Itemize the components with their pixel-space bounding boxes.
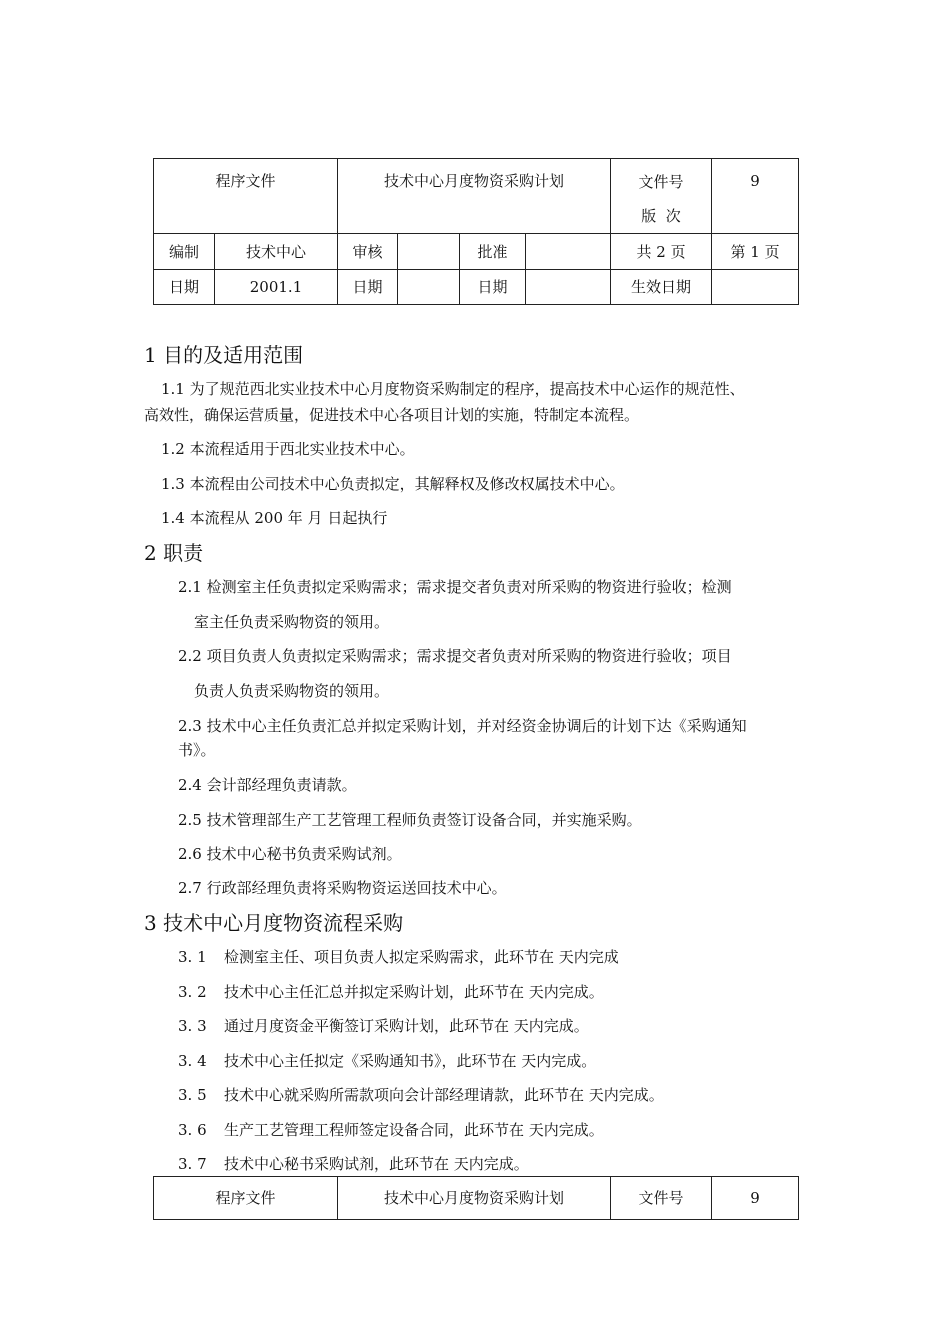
effective-date-label: 生效日期 xyxy=(611,270,712,305)
section-3-step xyxy=(178,1014,589,1038)
step-number: 3. 1 xyxy=(178,948,207,966)
date-label-3: 日期 xyxy=(460,270,526,305)
section-3-step xyxy=(178,1118,604,1142)
footer-file-no-value: 9 xyxy=(712,1177,799,1220)
footer-file-no-label: 文件号 xyxy=(611,1177,712,1220)
step-number: 3. 2 xyxy=(178,983,207,1001)
section-1-p1-line1: 1.1 为了规范西北实业技术中心月度物资采购制定的程序，提高技术中心运作的规范性、 xyxy=(161,380,745,398)
section-2-p2-line1: 2.2 项目负责人负责拟定采购需求；需求提交者负责对所采购的物资进行验收；项目 xyxy=(178,647,732,665)
date-label-2: 日期 xyxy=(338,270,398,305)
approve-label: 批准 xyxy=(460,234,526,270)
step-number: 3. 4 xyxy=(178,1052,207,1070)
section-3-step xyxy=(178,980,604,1004)
prepared-value: 技术中心 xyxy=(215,234,338,270)
step-number: 3. 5 xyxy=(178,1086,207,1104)
section-2-p1-line1: 2.1 检测室主任负责拟定采购需求；需求提交者负责对所采购的物资进行验收；检测 xyxy=(178,578,732,596)
section-1-p4: 1.4 本流程从 200 年 月 日起执行 xyxy=(161,509,388,527)
step-text: 技术中心就采购所需款项向会计部经理请款，此环节在 天内完成。 xyxy=(224,1086,664,1104)
date-value-3 xyxy=(526,270,611,305)
file-no-label-cell xyxy=(611,159,712,234)
section-3-heading: 3 技术中心月度物资流程采购 xyxy=(144,911,404,935)
step-number: 3. 7 xyxy=(178,1155,207,1173)
approve-value xyxy=(526,234,611,270)
section-3-step xyxy=(178,1049,596,1073)
section-2-heading: 2 职责 xyxy=(144,541,204,565)
footer-doc-title: 技术中心月度物资采购计划 xyxy=(338,1177,611,1220)
section-2-p6: 2.6 技术中心秘书负责采购试剂。 xyxy=(178,845,402,863)
footer-table xyxy=(153,1176,799,1220)
step-text: 技术中心主任汇总并拟定采购计划，此环节在 天内完成。 xyxy=(224,983,604,1001)
section-3-step xyxy=(178,1083,664,1107)
version-label: 版 次 xyxy=(641,207,681,225)
section-2-p3-line1: 2.3 技术中心主任负责汇总并拟定采购计划，并对经资金协调后的计划下达《采购通知 xyxy=(178,717,747,735)
section-1-p1-line2: 高效性，确保运营质量，促进技术中心各项目计划的实施，特制定本流程。 xyxy=(144,406,640,424)
section-3-step xyxy=(178,1152,529,1176)
footer-doc-type: 程序文件 xyxy=(154,1177,338,1220)
step-text: 技术中心秘书采购试剂，此环节在 天内完成。 xyxy=(224,1155,529,1173)
file-no-label: 文件号 xyxy=(638,173,684,191)
step-number: 3. 6 xyxy=(178,1121,207,1139)
file-no-value-cell: 9 xyxy=(712,159,799,234)
review-value xyxy=(398,234,460,270)
header-table xyxy=(153,158,799,305)
section-1-heading: 1 目的及适用范围 xyxy=(144,343,304,367)
date-value-2 xyxy=(398,270,460,305)
section-1-p3: 1.3 本流程由公司技术中心负责拟定，其解释权及修改权属技术中心。 xyxy=(161,475,625,493)
section-2-p5: 2.5 技术管理部生产工艺管理工程师负责签订设备合同，并实施采购。 xyxy=(178,811,642,829)
step-text: 检测室主任、项目负责人拟定采购需求，此环节在 天内完成 xyxy=(224,948,619,966)
step-text: 通过月度资金平衡签订采购计划，此环节在 天内完成。 xyxy=(224,1017,589,1035)
date-label: 日期 xyxy=(154,270,215,305)
doc-type-cell: 程序文件 xyxy=(154,159,338,234)
total-pages: 共 2 页 xyxy=(611,234,712,270)
section-2-p3-line2: 书》。 xyxy=(178,741,216,759)
section-2-p4: 2.4 会计部经理负责请款。 xyxy=(178,776,357,794)
page-number: 第 1 页 xyxy=(712,234,799,270)
date-value: 2001.1 xyxy=(215,270,338,305)
doc-title-cell: 技术中心月度物资采购计划 xyxy=(338,159,611,234)
step-number: 3. 3 xyxy=(178,1017,207,1035)
section-3-step xyxy=(178,945,619,969)
prepared-label: 编制 xyxy=(154,234,215,270)
section-1-p2: 1.2 本流程适用于西北实业技术中心。 xyxy=(161,440,415,458)
step-text: 生产工艺管理工程师签定设备合同，此环节在 天内完成。 xyxy=(224,1121,604,1139)
section-2-p7: 2.7 行政部经理负责将采购物资运送回技术中心。 xyxy=(178,879,507,897)
effective-date-value xyxy=(712,270,799,305)
section-2-p2-line2: 负责人负责采购物资的领用。 xyxy=(194,682,390,700)
step-text: 技术中心主任拟定《采购通知书》，此环节在 天内完成。 xyxy=(224,1052,597,1070)
section-2-p1-line2: 室主任负责采购物资的领用。 xyxy=(194,613,390,631)
review-label: 审核 xyxy=(338,234,398,270)
